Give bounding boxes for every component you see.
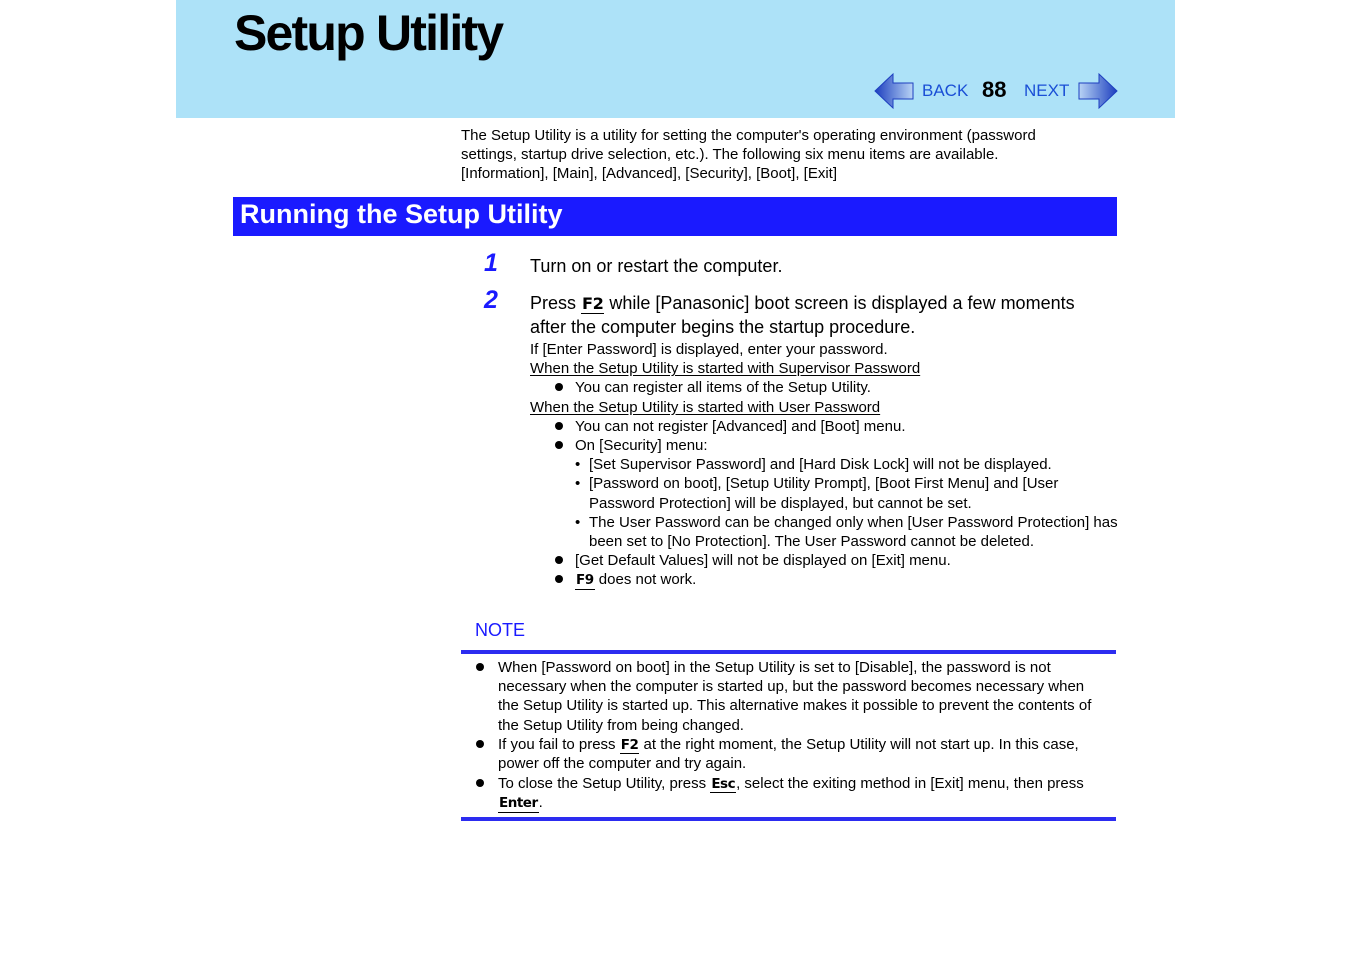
user-list [530, 417, 1120, 590]
list-item: [Get Default Values] will not be displayed on [Exit] menu. [530, 551, 1120, 570]
back-link[interactable]: BACK [922, 81, 969, 100]
step-2-text-after: while [Panasonic] boot screen is displayed a few moments [604, 293, 1075, 313]
f2-key: F2 [620, 736, 639, 753]
step-2-text-before: Press [530, 293, 582, 313]
list-item [530, 436, 1120, 551]
step-2-text-line2: after the computer begins the startup procedure. [530, 317, 916, 337]
note-top-divider [461, 650, 1116, 654]
note-item-2-before: If you fail to press [498, 735, 620, 753]
note-list [461, 658, 1101, 813]
step-text-2 [530, 291, 1120, 339]
page-navigation [874, 72, 1119, 110]
intro-line: settings, startup drive selection, etc.). The following six menu items are available. [461, 146, 999, 163]
note-box [461, 658, 1101, 813]
page-title: Setup Utility [234, 5, 503, 61]
f2-key: F2 [582, 294, 604, 313]
back-arrow-icon[interactable] [874, 72, 914, 110]
next-arrow-icon[interactable] [1078, 72, 1118, 110]
note-item [461, 774, 1101, 813]
intro-line: [Information], [Main], [Advanced], [Security], [Boot], [Exit] [461, 165, 837, 182]
password-note: If [Enter Password] is displayed, enter your password. [530, 341, 888, 358]
security-sublist [575, 455, 1120, 551]
security-menu-label: On [Security] menu: [575, 437, 708, 455]
step-text-1 [530, 254, 1120, 278]
note-item-3-after: . [538, 794, 543, 812]
user-heading: When the Setup Utility is started with User Password [530, 398, 881, 416]
page-number: 88 [982, 77, 1007, 102]
list-item: You can register all items of the Setup Utility. [530, 378, 1120, 397]
note-item-2-after: at the right moment, the Setup Utility will not start up. In this case, power off the computer and try again. [498, 735, 1079, 773]
step-number-1: 1 [484, 249, 498, 277]
f9-note-text: does not work. [594, 571, 697, 589]
section-title: Running the Setup Utility [240, 199, 563, 229]
list-item [530, 570, 1120, 590]
sub-list-item: • The User Password can be changed only when [User Password Protection] has been set to [No Protection]. The User Password cannot be deleted. [575, 513, 1120, 551]
note-bottom-divider [461, 817, 1116, 821]
supervisor-list [530, 378, 1120, 397]
list-item: You can not register [Advanced] and [Boot] menu. [530, 417, 1120, 436]
note-item-3-middle: , select the exiting method in [Exit] menu, then press [736, 774, 1084, 792]
next-link[interactable]: NEXT [1024, 81, 1070, 100]
enter-key: Enter [499, 795, 538, 812]
supervisor-heading: When the Setup Utility is started with Supervisor Password [530, 360, 921, 378]
intro-line: The Setup Utility is a utility for setting the computer's operating environment (password [461, 127, 1036, 144]
page-header [176, 0, 1175, 118]
step-number-2: 2 [484, 286, 498, 314]
note-item [461, 735, 1101, 774]
step-1-text: Turn on or restart the computer. [530, 256, 783, 276]
esc-key: Esc [711, 775, 736, 792]
section-heading-bar [233, 197, 1117, 236]
note-item: When [Password on boot] in the Setup Utility is set to [Disable], the password is not necessary when the computer is started up, but the password becomes necessary when the Setup Utility is started up. This alternative makes it possible to prevent the contents of the Setup Utility from being changed. [461, 658, 1101, 735]
intro-paragraph [461, 126, 1121, 183]
note-label: NOTE [475, 620, 526, 640]
sub-list-item: • [Password on boot], [Setup Utility Prompt], [Boot First Menu] and [User Password Protection] will be displayed, but cannot be set. [575, 474, 1120, 512]
f9-key: F9 [576, 572, 594, 589]
note-item-3-before: To close the Setup Utility, press [498, 774, 711, 792]
step-2-details [530, 340, 1120, 590]
sub-list-item: • [Set Supervisor Password] and [Hard Disk Lock] will not be displayed. [575, 455, 1120, 474]
